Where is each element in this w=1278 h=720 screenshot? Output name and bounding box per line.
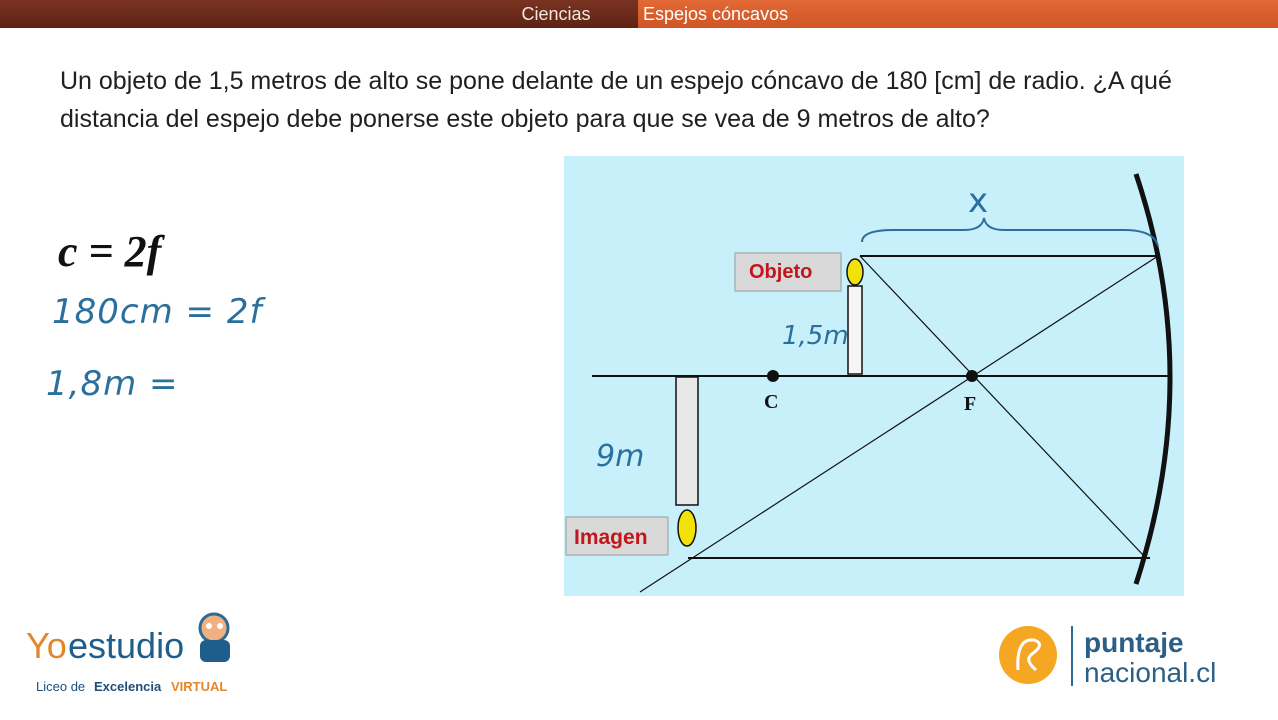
tab-ciencias[interactable]: Ciencias <box>521 4 591 24</box>
logo-puntaje: puntaje <box>1084 627 1184 658</box>
point-c-dot <box>767 370 779 382</box>
concave-mirror-diagram <box>564 156 1184 596</box>
point-f-label: F <box>964 393 977 415</box>
mascot-icon <box>200 614 230 662</box>
yo-estudio-logo <box>26 608 266 720</box>
formula-c-equals-2f: c = 2f <box>58 227 162 276</box>
point-c-label: C <box>764 391 779 413</box>
point-f-dot <box>966 370 978 382</box>
image-bar <box>676 377 698 505</box>
hand-x-label: x <box>968 181 989 221</box>
logo-liceo-virtual: VIRTUAL <box>171 679 228 694</box>
hand-object-height: 1,5m <box>782 321 849 351</box>
puntaje-nacional-logo <box>996 620 1266 690</box>
handwritten-line-1: 180cm = 2f <box>52 292 263 332</box>
imagen-label: Imagen <box>574 526 648 549</box>
problem-statement: Un objeto de 1,5 metros de alto se pone delante de un espejo cóncavo de 180 [cm] de radio. ¿A qué distancia del espejo debe ponerse este objeto para que se vea de 9 metros de alto? <box>60 67 1172 133</box>
hand-image-height: 9m <box>596 439 645 474</box>
logo-estudio: estudio <box>68 625 185 666</box>
objeto-label: Objeto <box>749 261 813 283</box>
object-flame <box>847 259 863 285</box>
logo-liceo-bold: Excelencia <box>94 679 162 694</box>
object-bar <box>848 286 862 374</box>
logo-nacional: nacional.cl <box>1084 657 1217 688</box>
tab-espejos-concavos[interactable]: Espejos cóncavos <box>638 0 1278 28</box>
handwritten-line-2: 1,8m = <box>46 364 179 404</box>
image-flame <box>678 510 696 546</box>
logo-liceo-prefix: Liceo de <box>36 679 86 694</box>
top-bar <box>0 0 1278 28</box>
logo-yo: Yo <box>26 625 67 666</box>
puntaje-logo-icon <box>999 626 1057 684</box>
